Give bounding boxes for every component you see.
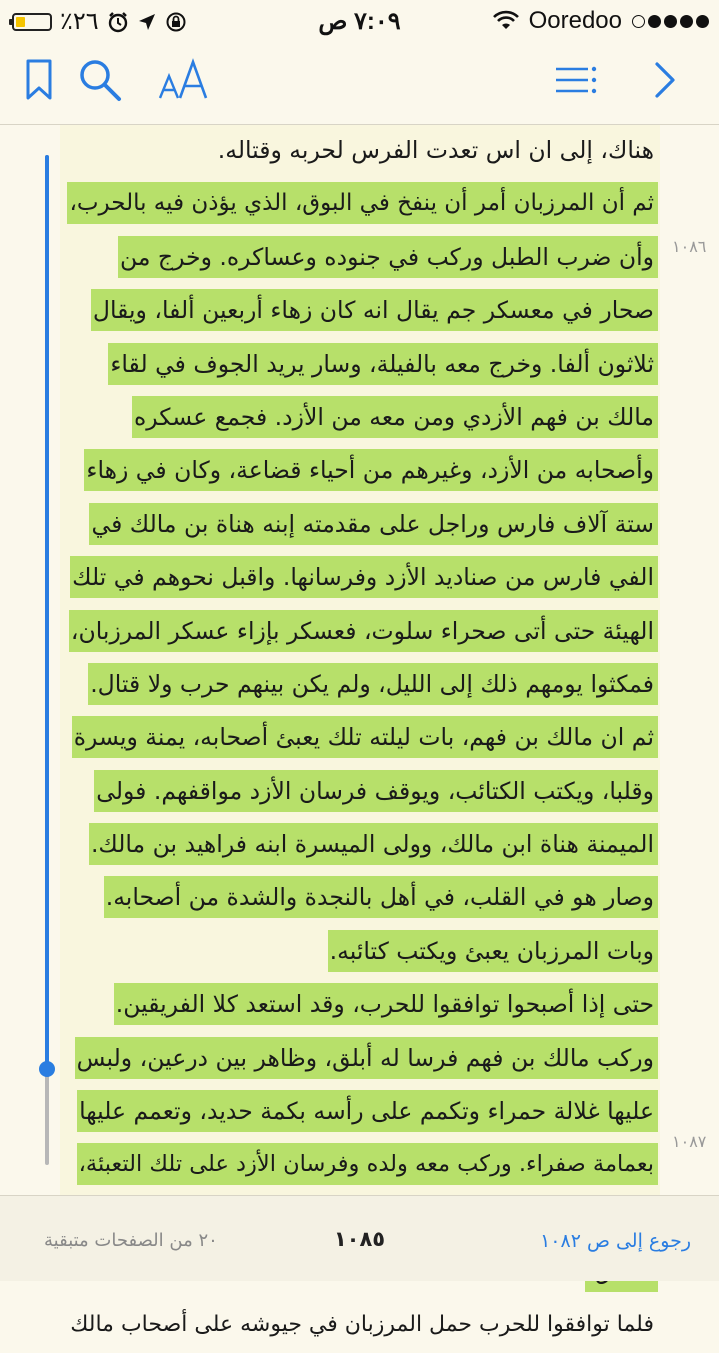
line-text[interactable]: فلما توافقوا للحرب حمل المرزبان في جيوشه على أصحاب مالك bbox=[70, 1311, 654, 1337]
highlighted-text[interactable]: الهيئة حتى أتى صحراء سلوت، فعسكر بإزاء عسكر المرزبان، bbox=[69, 610, 658, 652]
text-line bbox=[60, 1033, 660, 1086]
signal-strength-icon bbox=[632, 15, 709, 28]
highlighted-text[interactable]: بعمامة صفراء. وركب معه ولده وفرسان الأزد على تلك التعبئة، bbox=[77, 1143, 658, 1185]
side-page-number-2: ١٠٨٧ bbox=[672, 1132, 707, 1151]
search-icon bbox=[78, 58, 122, 102]
highlighted-text[interactable]: الميمنة هناة ابن مالك، وولى الميسرة ابنه فراهيد بن مالك. bbox=[89, 823, 658, 865]
current-page-number: ١٠٨٥ bbox=[333, 1227, 386, 1251]
highlighted-text[interactable]: ستة آلاف فارس وراجل على مقدمته إبنه هناة بن مالك في bbox=[89, 503, 658, 545]
text-line bbox=[60, 1139, 660, 1192]
highlighted-text[interactable]: ثم ان مالك بن فهم، بات ليلته تلك يعبئ أصحابه، يمنة ويسرة bbox=[72, 716, 658, 758]
page-text bbox=[60, 125, 660, 1353]
text-line bbox=[60, 178, 660, 231]
highlighted-text[interactable]: ثلاثون ألفا. وخرج معه بالفيلة، وسار يريد الجوف في لقاء bbox=[108, 343, 658, 385]
text-line bbox=[60, 766, 660, 819]
text-line bbox=[60, 499, 660, 552]
wifi-icon bbox=[493, 11, 519, 31]
highlighted-text[interactable]: وركب مالك بن فهم فرسا له أبلق، وظاهر بين درعين، ولبس bbox=[75, 1037, 658, 1079]
font-size-button[interactable] bbox=[158, 54, 210, 106]
highlighted-text[interactable]: وصار هو في القلب، في أهل بالنجدة والشدة من أصحابه. bbox=[104, 876, 658, 918]
bookmark-button[interactable] bbox=[20, 54, 58, 106]
list-icon bbox=[554, 65, 598, 95]
text-line bbox=[60, 712, 660, 765]
carrier-name: Ooredoo bbox=[528, 7, 622, 34]
highlighted-text[interactable]: مالك بن فهم الأزدي ومن معه من الأزد. فجمع عسكره bbox=[132, 396, 658, 438]
text-line bbox=[60, 232, 660, 285]
page-scrubber-handle[interactable] bbox=[39, 1061, 55, 1077]
text-line bbox=[60, 552, 660, 605]
highlighted-text[interactable]: الفي فارس من صناديد الأزد وفرسانها. واقبل نحوهم في تلك bbox=[70, 556, 658, 598]
text-line bbox=[60, 285, 660, 338]
text-line bbox=[60, 606, 660, 659]
chevron-right-icon bbox=[654, 61, 676, 99]
highlighted-text[interactable]: حتى إذا أصبحوا توافقوا للحرب، وقد استعد كلا الفريقين. bbox=[114, 983, 658, 1025]
bottom-bar bbox=[0, 1195, 719, 1281]
highlighted-text[interactable]: عليها غلالة حمراء وتكمم على رأسه بكمة حديد، وتعمم عليها bbox=[77, 1090, 658, 1132]
text-line bbox=[60, 819, 660, 872]
highlighted-text[interactable]: فمكثوا يومهم ذلك إلى الليل، ولم يكن بينهم حرب ولا قتال. bbox=[88, 663, 658, 705]
highlighted-text[interactable]: وأصحابه من الأزد، وغيرهم من أحياء قضاعة، وكان في زهاء bbox=[84, 449, 658, 491]
side-page-number-1: ١٠٨٦ bbox=[672, 237, 707, 256]
text-line bbox=[60, 659, 660, 712]
line-text[interactable]: هناك، إلى ان اس تعدت الفرس لحربه وقتاله. bbox=[217, 136, 654, 164]
text-line bbox=[60, 926, 660, 979]
battery-percent: ٪٢٦ bbox=[60, 8, 99, 35]
text-line bbox=[60, 392, 660, 445]
highlighted-text[interactable]: وأن ضرب الطبل وركب في جنوده وعساكره. وخرج من bbox=[118, 236, 658, 278]
table-of-contents-button[interactable] bbox=[554, 54, 598, 106]
text-line bbox=[60, 125, 660, 178]
font-size-icon bbox=[158, 58, 210, 102]
highlighted-text[interactable]: وبات المرزبان يعبئ ويكتب كتائبه. bbox=[328, 930, 658, 972]
reader-toolbar bbox=[0, 40, 719, 125]
back-to-page-link[interactable]: رجوع إلى ص ١٠٨٢ bbox=[540, 1230, 691, 1252]
text-line bbox=[60, 1086, 660, 1139]
highlighted-text[interactable]: صحار في معسكر جم يقال انه كان زهاء أربعين ألفا، ويقال bbox=[91, 289, 658, 331]
highlighted-text[interactable]: وقلبا، ويكتب الكتائب، ويوقف فرسان الأزد مواقفهم. فولى bbox=[94, 770, 658, 812]
pages-left-label: ٢٠ من الصفحات متبقية bbox=[44, 1230, 218, 1251]
text-line bbox=[60, 979, 660, 1032]
text-line bbox=[60, 1300, 660, 1353]
page-scrubber-progress bbox=[45, 155, 49, 1069]
status-right bbox=[493, 7, 709, 35]
search-button[interactable] bbox=[76, 54, 124, 106]
bookmark-icon bbox=[25, 59, 53, 101]
text-line bbox=[60, 872, 660, 925]
status-time: ٧:٠٩ ص bbox=[318, 8, 401, 35]
status-bar bbox=[0, 0, 719, 40]
highlighted-text[interactable]: ثم أن المرزبان أمر أن ينفخ في البوق، الذي يؤذن فيه بالحرب، bbox=[67, 182, 658, 224]
text-line bbox=[60, 445, 660, 498]
forward-button[interactable] bbox=[648, 54, 682, 106]
text-line bbox=[60, 339, 660, 392]
